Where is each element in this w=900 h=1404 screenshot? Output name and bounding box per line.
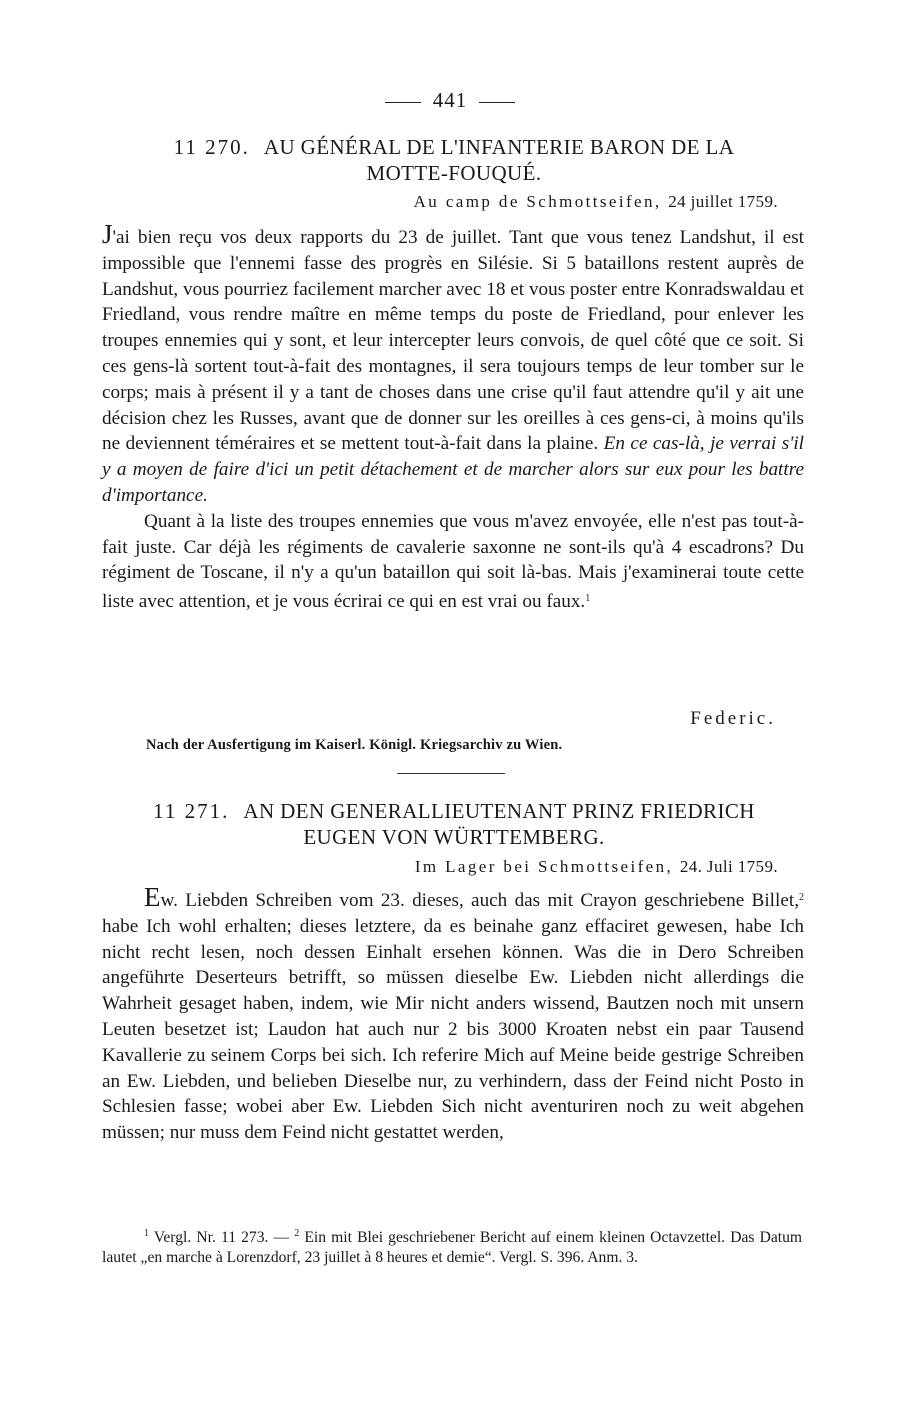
page-number: 441 [432,88,468,112]
paragraph-text-a: w. Liebden Schreiben vom 23. dieses, auch das mit Crayon geschriebene Billet, [160,890,799,911]
dateline-11271 [415,857,778,877]
heading-text-1: AU GÉNÉRAL DE L'INFANTERIE BARON DE LA [263,135,735,159]
source-note: Nach der Ausfertigung im Kaiserl. Königl. Kriegsarchiv zu Wien. [146,737,563,753]
dateline-11270 [414,192,778,212]
dateline-date: 24. Juli 1759. [679,857,778,876]
paragraph-1-text: 'ai bien reçu vos deux rapports du 23 de juillet. Tant que vous tenez Landshut, il est impossible que l'ennemi fasse des progrès en Silésie. Si 5 bataillons restent auprès de Landshut, vous pourriez facilement marcher avec 18 et vous poster entre Konradswaldau et Friedland, vous rendre maître en même temps du poste de Friedland, pour enlever les troupes ennemies qui y sont, et leur intercepter leurs convois, de quel côté que ce soit. Si ces gens-là sortent tout-à-fait des montagnes, il sera toujours temps de leur tomber sur le corps; mais à présent il y a tant de choses dans une crise qu'il faut attendre qu'il y ait une décision chez les Russes, avant que de donner sur les oreilles à ces gens-ci, à moins qu'ils ne deviennent téméraires et se mettent tout-à-fait dans la plaine. [102,227,804,455]
left-dash [385,102,421,103]
right-dash [479,102,515,103]
dateline-date: 24 juillet 1759. [668,192,778,211]
heading-line-2: EUGEN VON WÜRTTEMBERG. [303,825,605,849]
paragraph-1-italic: En ce cas-là, je verrai s'il y a moyen de faire d'ici un petit détachement et de marcher alors sur eux pour les battre d'importance. [102,433,804,506]
signature: Federic. [690,708,776,729]
letter-heading-11271 [104,798,804,850]
footnotes [102,1224,802,1268]
letter-body-11271 [102,884,804,1146]
footnote-1-mark: 1 [144,1228,149,1239]
letter-heading-11270 [104,134,804,186]
footnote-paragraph [102,1224,802,1268]
drop-capital: E [144,882,161,912]
paragraph-2-text: Quant à la liste des troupes ennemies que vous m'avez envoyée, elle n'est pas tout-à-fait juste. Car déjà les régiments de cavalerie saxonne ne sont-ils qu'à 4 escadrons? Du régiment de Toscane, il n'y a qu'un bataillon qui soit là-bas. Mais j'examinerai toute cette liste avec attention, et je vous écrirai ce qui en est vrai ou faux. [102,510,804,613]
dateline-place: Au camp de Schmottseifen, [413,192,662,211]
heading-line-1 [104,134,804,160]
footnote-marker-2: 2 [799,892,804,903]
paragraph-2 [102,509,804,615]
letter-number: 11 270. [173,135,250,159]
heading-line-1 [104,798,804,824]
footnote-2-text: Ein mit Blei geschriebener Bericht auf einem kleinen Octavzettel. Das Datum lautet „en marche à Lorenzdorf, 23 juillet à 8 heures et demie“. Vergl. S. 396. Anm. 3. [102,1229,803,1266]
footnote-2-mark: 2 [294,1228,300,1239]
footnote-marker-1: 1 [585,593,591,605]
heading-line-2: MOTTE-FOUQUÉ. [366,161,542,185]
letter-body-11270 [102,221,804,615]
paragraph-text-b: habe Ich wohl erhalten; dieses letztere, da es beinahe ganz effaciret gewesen, habe Ich nicht recht lesen, noch dessen Einhalt ersehen können. Was die in Dero Schreiben angeführte Deserteurs betrifft, so müssen dieselbe Ew. Liebden nicht allerdings die Wahrheit gesaget haben, indem, wie Mir nicht anders wissend, Bautzen noch mit unsern Leuten besetzet ist; Laudon hat auch nur 2 bis 3000 Kroaten nebst ein paar Tausend Kavallerie zu seinem Corps bei sich. Ich referire Mich auf Meine beide gestrige Schreiben an Ew. Liebden, und belieben Dieselbe nur, zu verhindern, dass der Feind nicht Posto in Schlesien fasse; wobei aber Ew. Liebden Sich nicht aventuriren noch zu weit abgehen müssen; nur muss dem Feind nicht gestattet werden, [102,915,804,1144]
dateline-place: Im Lager bei Schmottseifen, [414,857,674,876]
footnote-1-text: Vergl. Nr. 11 273. — [149,1229,295,1246]
paragraph-1 [102,221,804,509]
section-separator [397,773,505,774]
running-head [0,88,900,113]
paragraph-1 [102,884,804,1146]
drop-capital: J [102,219,113,249]
heading-text-1: AN DEN GENERALLIEUTENANT PRINZ FRIEDRICH [243,799,755,823]
letter-number: 11 271. [153,799,230,823]
